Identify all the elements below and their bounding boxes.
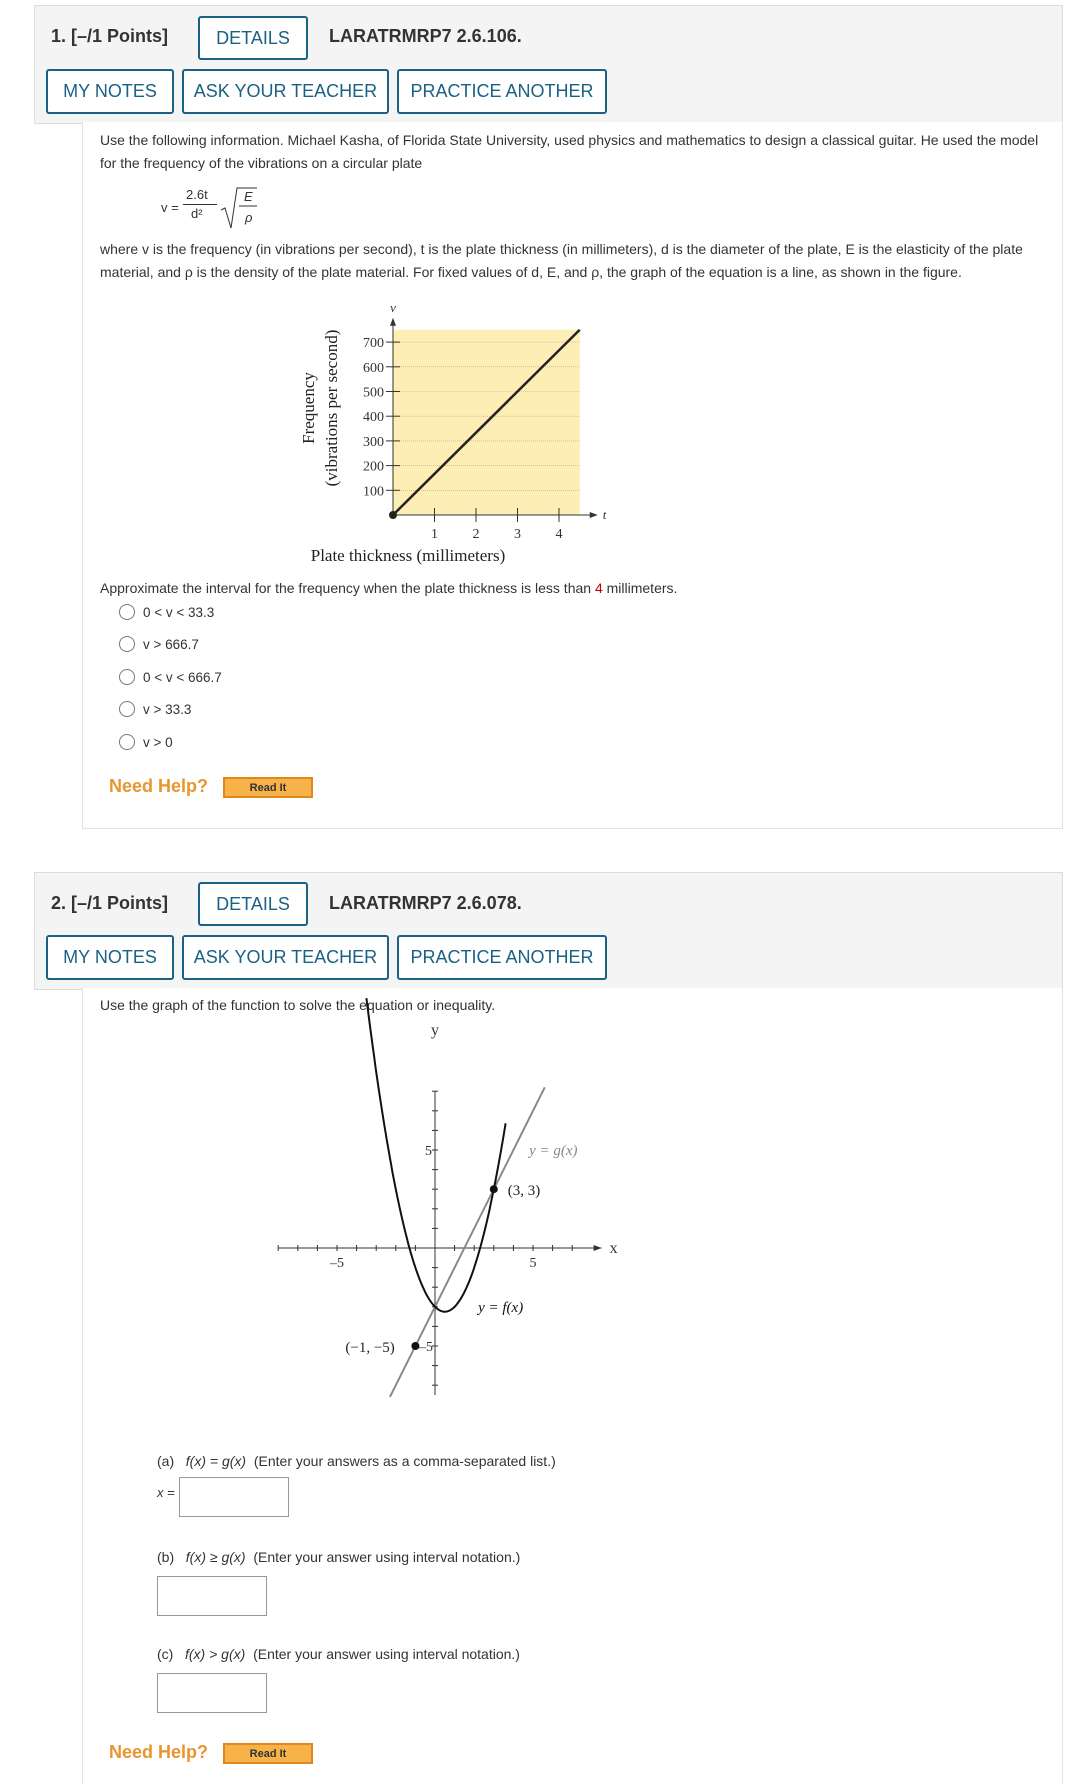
part-label: (b) — [157, 1549, 175, 1565]
y-tick-label: 200 — [363, 459, 384, 475]
x-tick-label: –5 — [330, 1256, 344, 1271]
x-tick-label: 3 — [514, 527, 521, 542]
question-explanation: where v is the frequency (in vibrations per second), t is the plate thickness (in millimeters), d is the diameter of the plate, E is the elasticity of the plate material, and ρ is the density of the plate material. For fixed values of d, E, and ρ, the graph of the equation is a line, as shown in the figure. — [100, 241, 1023, 280]
part-b-prompt — [157, 1546, 857, 1569]
y-tick-label: –5 — [419, 1340, 433, 1355]
point-label: (3, 3) — [507, 1183, 541, 1200]
answer-option[interactable] — [119, 731, 173, 753]
part-label: (c) — [157, 1646, 174, 1662]
y-tick-label: 500 — [363, 385, 384, 401]
part-instruction: (Enter your answer using interval notation.) — [253, 1549, 521, 1565]
y-axis-label: Frequency — [299, 372, 318, 444]
x-answer-label: x = — [157, 1485, 175, 1500]
g-series-label: y = g(x) — [529, 1143, 578, 1159]
intersection-point — [411, 1342, 419, 1350]
function-graph — [205, 1021, 625, 1431]
question-number: 2. [–/1 Points] — [51, 893, 169, 913]
question-intro: Use the graph of the function to solve the equation or inequality. — [100, 997, 496, 1013]
x-tick-label: 1 — [431, 527, 438, 542]
option-label: v > 0 — [143, 734, 173, 750]
x-axis-arrow — [594, 1245, 602, 1251]
option-label: v > 666.7 — [143, 636, 199, 652]
answer-option[interactable] — [119, 666, 222, 688]
prompt-suffix: millimeters. — [606, 580, 678, 596]
y-tick-label: 700 — [363, 336, 384, 352]
question-1-body — [82, 122, 1063, 829]
answer-option[interactable] — [119, 601, 214, 623]
radio-button[interactable] — [119, 669, 135, 685]
answer-a-input[interactable] — [179, 1477, 289, 1517]
x-axis-variable: t — [602, 507, 607, 522]
y-axis-label: y — [431, 1022, 439, 1039]
radical-numerator: E — [244, 189, 253, 204]
part-instruction: (Enter your answer using interval notation.) — [253, 1646, 520, 1662]
my-notes-button[interactable]: MY NOTES — [46, 69, 174, 114]
details-button[interactable]: DETAILS — [198, 882, 308, 926]
x-tick-label: 5 — [529, 1256, 537, 1271]
x-axis-arrow — [590, 512, 598, 518]
formula-numerator: 2.6t — [186, 187, 208, 202]
option-label: 0 < v < 33.3 — [143, 604, 215, 620]
option-label: 0 < v < 666.7 — [143, 669, 222, 685]
need-help-label: Need Help? — [109, 1742, 209, 1762]
radio-button[interactable] — [119, 604, 135, 620]
practice-another-button[interactable]: PRACTICE ANOTHER — [397, 69, 607, 114]
my-notes-button[interactable]: MY NOTES — [46, 935, 174, 980]
read-it-button[interactable]: Read It — [223, 1743, 313, 1764]
g-function-line — [390, 1087, 545, 1397]
details-button[interactable]: DETAILS — [198, 16, 308, 60]
part-expression: f(x) ≥ g(x) — [185, 1549, 246, 1565]
part-expression: f(x) = g(x) — [185, 1453, 247, 1469]
part-a-prompt — [157, 1450, 857, 1473]
radio-button[interactable] — [119, 734, 135, 750]
x-tick-label: 2 — [472, 527, 480, 542]
question-number: 1. [–/1 Points] — [51, 26, 169, 46]
y-tick-label: 5 — [425, 1144, 432, 1159]
formula-lhs: v = — [161, 200, 179, 215]
x-axis-label: x — [609, 1240, 618, 1257]
part-c-prompt — [157, 1643, 857, 1666]
part-instruction: (Enter your answers as a comma-separated list.) — [253, 1453, 556, 1469]
point-label: (−1, −5) — [345, 1340, 395, 1356]
x-tick-label: 4 — [555, 527, 563, 542]
origin-point — [389, 511, 397, 519]
question-code: LARATRMRP7 2.6.106. — [329, 26, 522, 46]
question-intro: Use the following information. Michael Kasha, of Florida State University, used physics and mathematics to design a classical guitar. He used the model for the frequency of the vibrations on a circular plate — [100, 132, 1039, 171]
radical-denominator: ρ — [245, 210, 253, 225]
question-prompt — [100, 577, 1000, 600]
y-tick-label: 400 — [363, 410, 384, 426]
read-it-button[interactable]: Read It — [223, 777, 313, 798]
y-tick-label: 100 — [363, 484, 384, 500]
y-tick-label: 300 — [363, 434, 384, 450]
formula-denominator: d² — [191, 206, 203, 221]
y-axis-arrow — [390, 318, 396, 326]
y-axis-variable: v — [390, 299, 396, 315]
ask-teacher-button[interactable]: ASK YOUR TEACHER — [182, 69, 389, 114]
need-help-label: Need Help? — [109, 776, 209, 796]
frequency-thickness-chart — [218, 297, 607, 567]
radical-sign-icon — [219, 184, 259, 230]
radio-button[interactable] — [119, 701, 135, 717]
question-2-header — [34, 872, 1063, 990]
answer-b-input[interactable] — [157, 1576, 267, 1616]
radio-button[interactable] — [119, 636, 135, 652]
x-axis-label: Plate thickness (millimeters) — [310, 546, 506, 565]
answer-c-input[interactable] — [157, 1673, 267, 1713]
practice-another-button[interactable]: PRACTICE ANOTHER — [397, 935, 607, 980]
answer-option[interactable] — [119, 633, 199, 655]
f-series-label: y = f(x) — [478, 1299, 524, 1316]
question-1-header — [34, 5, 1063, 124]
y-axis-label-units: (vibrations per second) — [322, 329, 341, 487]
part-label: (a) — [157, 1453, 175, 1469]
prompt-text: Approximate the interval for the frequency when the plate thickness is less than — [100, 580, 592, 596]
ask-teacher-button[interactable]: ASK YOUR TEACHER — [182, 935, 389, 980]
answer-option[interactable] — [119, 698, 191, 720]
part-expression: f(x) > g(x) — [185, 1646, 246, 1662]
option-label: v > 33.3 — [143, 701, 192, 717]
y-tick-label: 600 — [363, 360, 384, 376]
intersection-point — [490, 1185, 498, 1193]
prompt-value: 4 — [594, 580, 603, 596]
frequency-formula — [161, 184, 321, 232]
question-2-body — [82, 988, 1063, 1784]
question-code: LARATRMRP7 2.6.078. — [329, 893, 522, 913]
f-function-curve — [366, 998, 505, 1312]
